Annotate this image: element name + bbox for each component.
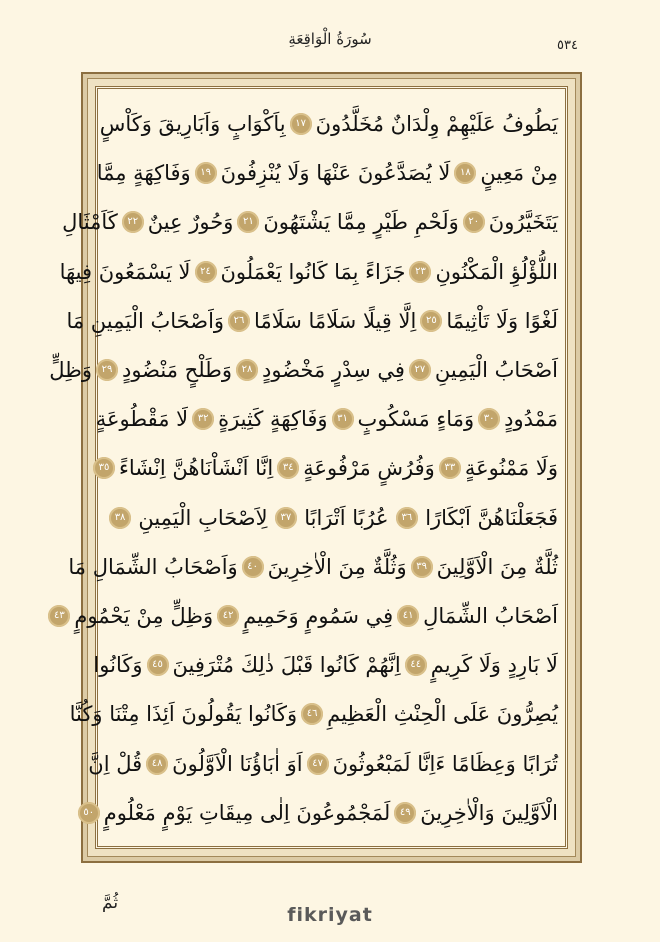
verse-text: بِاَكْوَابٍ وَاَبَارِيقَ وَكَاْسٍ: [99, 112, 286, 136]
verse-text: اللُّؤْلُؤِ الْمَكْنُونِ: [435, 259, 558, 284]
ayah-number-marker: ٤١: [397, 605, 419, 627]
verse-text: اَصْحَابُ الشِّمَالِ: [423, 604, 558, 629]
ayah-number-marker: ٤٦: [301, 703, 323, 725]
ayah-number-marker: ٣٤: [277, 457, 299, 479]
ayah-number-marker: ٢٩: [96, 359, 118, 381]
verse-text: لَا يَسْمَعُونَ فِيهَا: [59, 259, 191, 284]
ayah-number-marker: ٢١: [237, 211, 259, 233]
ayah-number-marker: ٥٠: [78, 802, 100, 824]
verse-text: مِنْ مَعِينٍ: [480, 161, 558, 186]
page-frame: [49, 72, 582, 863]
ayah-number-marker: ٣٩: [411, 556, 433, 578]
verse-text: وَمَاءٍ مَسْكُوبٍ: [357, 407, 475, 432]
verse-text: كَاَمْثَالِ: [62, 210, 118, 235]
ayah-number-marker: ٣٦: [396, 507, 418, 529]
ayah-number-marker: ٢٥: [420, 310, 442, 332]
verse-text: قُلْ اِنَّ: [88, 751, 143, 776]
ayah-number-marker: ٢٦: [228, 310, 250, 332]
verse-text: وَلَا مَمْنُوعَةٍ: [464, 456, 558, 481]
ayah-number-marker: ٢٧: [409, 359, 431, 381]
page-header: [0, 18, 660, 68]
ayah-number-marker: ٤٣: [48, 605, 70, 627]
verse-line: [93, 642, 558, 688]
ayah-number-marker: ٣٢: [192, 408, 214, 430]
verse-line: [49, 347, 558, 393]
ayah-number-marker: ٢٠: [463, 211, 485, 233]
verse-text: يَطُوفُ عَلَيْهِمْ وِلْدَانٌ مُخَلَّدُونَ: [315, 112, 558, 136]
verse-text: وَاَصْحَابُ الْيَمِينِ مَا: [66, 308, 225, 333]
verse-line: [83, 790, 558, 836]
verse-text: فِي سِدْرٍ مَخْضُودٍ: [262, 358, 405, 383]
verse-text: وَحُورٌ عِينٌ: [147, 210, 234, 235]
ayah-number-marker: ٤٢: [217, 605, 239, 627]
publisher-logo: fikriyat: [287, 904, 373, 926]
verse-text: مَمْدُودٍ: [504, 407, 558, 432]
ayah-number-marker: ٤٧: [307, 753, 329, 775]
ayah-number-marker: ١٩: [195, 162, 217, 184]
verse-text: اِلَّا قِيلًا سَلَامًا سَلَامًا: [254, 308, 417, 333]
verse-text: الْاَوَّلِينَ وَالْاٰخِرِينَ: [420, 800, 558, 825]
ayah-number-marker: ٤٨: [146, 753, 168, 775]
verse-text: اَصْحَابُ الْيَمِينِ: [434, 358, 558, 383]
verse-line: [68, 544, 558, 590]
verse-line: [69, 691, 558, 737]
ayah-number-marker: ٣١: [332, 408, 354, 430]
verse-text: فَجَعَلْنَاهُنَّ اَبْكَارًا: [425, 505, 558, 530]
verse-text: وَطَلْحٍ مَنْضُودٍ: [121, 358, 233, 383]
ayah-number-marker: ١٨: [454, 162, 476, 184]
verse-line: [105, 495, 558, 541]
ayah-number-marker: ٤٩: [394, 802, 416, 824]
verse-text: لَا يُصَدَّعُونَ عَنْهَا وَلَا يُنْزِفُونَ: [220, 161, 451, 186]
page-number: ٥٣٤: [557, 38, 578, 53]
ayah-number-marker: ٢٢: [122, 211, 144, 233]
ayah-number-marker: ٣٧: [275, 507, 297, 529]
verse-text: لَمَجْمُوعُونَ اِلٰى مِيقَاتِ يَوْمٍ مَعْلُومٍ: [103, 800, 391, 825]
verse-text: يُصِرُّونَ عَلَى الْحِنْثِ الْعَظِيمِ: [327, 702, 558, 727]
verse-text: اِنَّهُمْ كَانُوا قَبْلَ ذٰلِكَ مُتْرَفِينَ: [172, 653, 401, 678]
verse-text: وَاَصْحَابُ الشِّمَالِ مَا: [68, 554, 238, 579]
ayah-number-marker: ١٧: [290, 113, 312, 135]
verse-text: ثُلَّةٌ مِنَ الْاَوَّلِينَ: [436, 554, 558, 579]
verse-line: [66, 298, 558, 344]
verse-text: وَكَانُوا يَقُولُونَ اَئِذَا مِتْنَا وَكُنَّا: [69, 702, 298, 727]
verse-text: وَظِلٍّ: [49, 358, 92, 383]
verse-text: جَزَاءً بِمَا كَانُوا يَعْمَلُونَ: [220, 259, 406, 284]
surah-title: سُورَةُ الْوَاقِعَةِ: [288, 30, 372, 48]
verse-text: تُرَابًا وَعِظَامًا ءَاِنَّا لَمَبْعُوثُونَ: [332, 751, 558, 776]
verse-text: فِي سَمُومٍ وَحَمِيمٍ: [243, 604, 394, 629]
verse-lines: [49, 101, 558, 836]
ayah-number-marker: ٢٨: [236, 359, 258, 381]
verse-text: لَغْوًا وَلَا تَاْثِيمًا: [446, 308, 558, 333]
ayah-number-marker: ٢٤: [195, 261, 217, 283]
ayah-number-marker: ٤٠: [242, 556, 264, 578]
ayah-number-marker: ٤٥: [147, 654, 169, 676]
verse-text: عُرُبًا اَتْرَابًا: [304, 505, 389, 530]
verse-text: وَفَاكِهَةٍ مِمَّا: [96, 161, 191, 186]
verse-text: وَكَانُوا: [93, 653, 143, 678]
verse-text: وَثُلَّةٌ مِنَ الْاٰخِرِينَ: [267, 554, 407, 579]
verse-text: وَفَاكِهَةٍ كَثِيرَةٍ: [218, 407, 328, 432]
verse-line: [59, 249, 558, 295]
text-panel: [49, 86, 568, 849]
verse-text: لِاَصْحَابِ الْيَمِينِ: [138, 505, 268, 530]
verse-text: وَفُرُشٍ مَرْفُوعَةٍ: [303, 456, 435, 481]
verse-text: اَوَ اٰبَاؤُنَا الْاَوَّلُونَ: [172, 751, 303, 776]
verse-line: [96, 150, 558, 196]
ayah-number-marker: ٣٠: [478, 408, 500, 430]
ayah-number-marker: ٢٣: [409, 261, 431, 283]
verse-text: لَا مَقْطُوعَةٍ: [95, 407, 189, 432]
verse-line: [99, 101, 558, 147]
catchword: ثُمَّ: [102, 893, 119, 913]
verse-line: [88, 741, 558, 787]
verse-line: [62, 199, 558, 245]
verse-text: لَا بَارِدٍ وَلَا كَرِيمٍ: [430, 653, 558, 678]
verse-line: [95, 396, 558, 442]
ayah-number-marker: ٤٤: [405, 654, 427, 676]
verse-text: وَظِلٍّ مِنْ يَحْمُومٍ: [74, 604, 214, 629]
verse-text: اِنَّا اَنْشَاْنَاهُنَّ اِنْشَاءً: [119, 456, 274, 481]
verse-line: [53, 593, 558, 639]
ayah-number-marker: ٣٥: [93, 457, 115, 479]
ayah-number-marker: ٣٣: [439, 457, 461, 479]
verse-text: وَلَحْمِ طَيْرٍ مِمَّا يَشْتَهُونَ: [263, 210, 459, 235]
verse-text: يَتَخَيَّرُونَ: [488, 210, 558, 235]
ayah-number-marker: ٣٨: [109, 507, 131, 529]
verse-line: [98, 445, 558, 491]
